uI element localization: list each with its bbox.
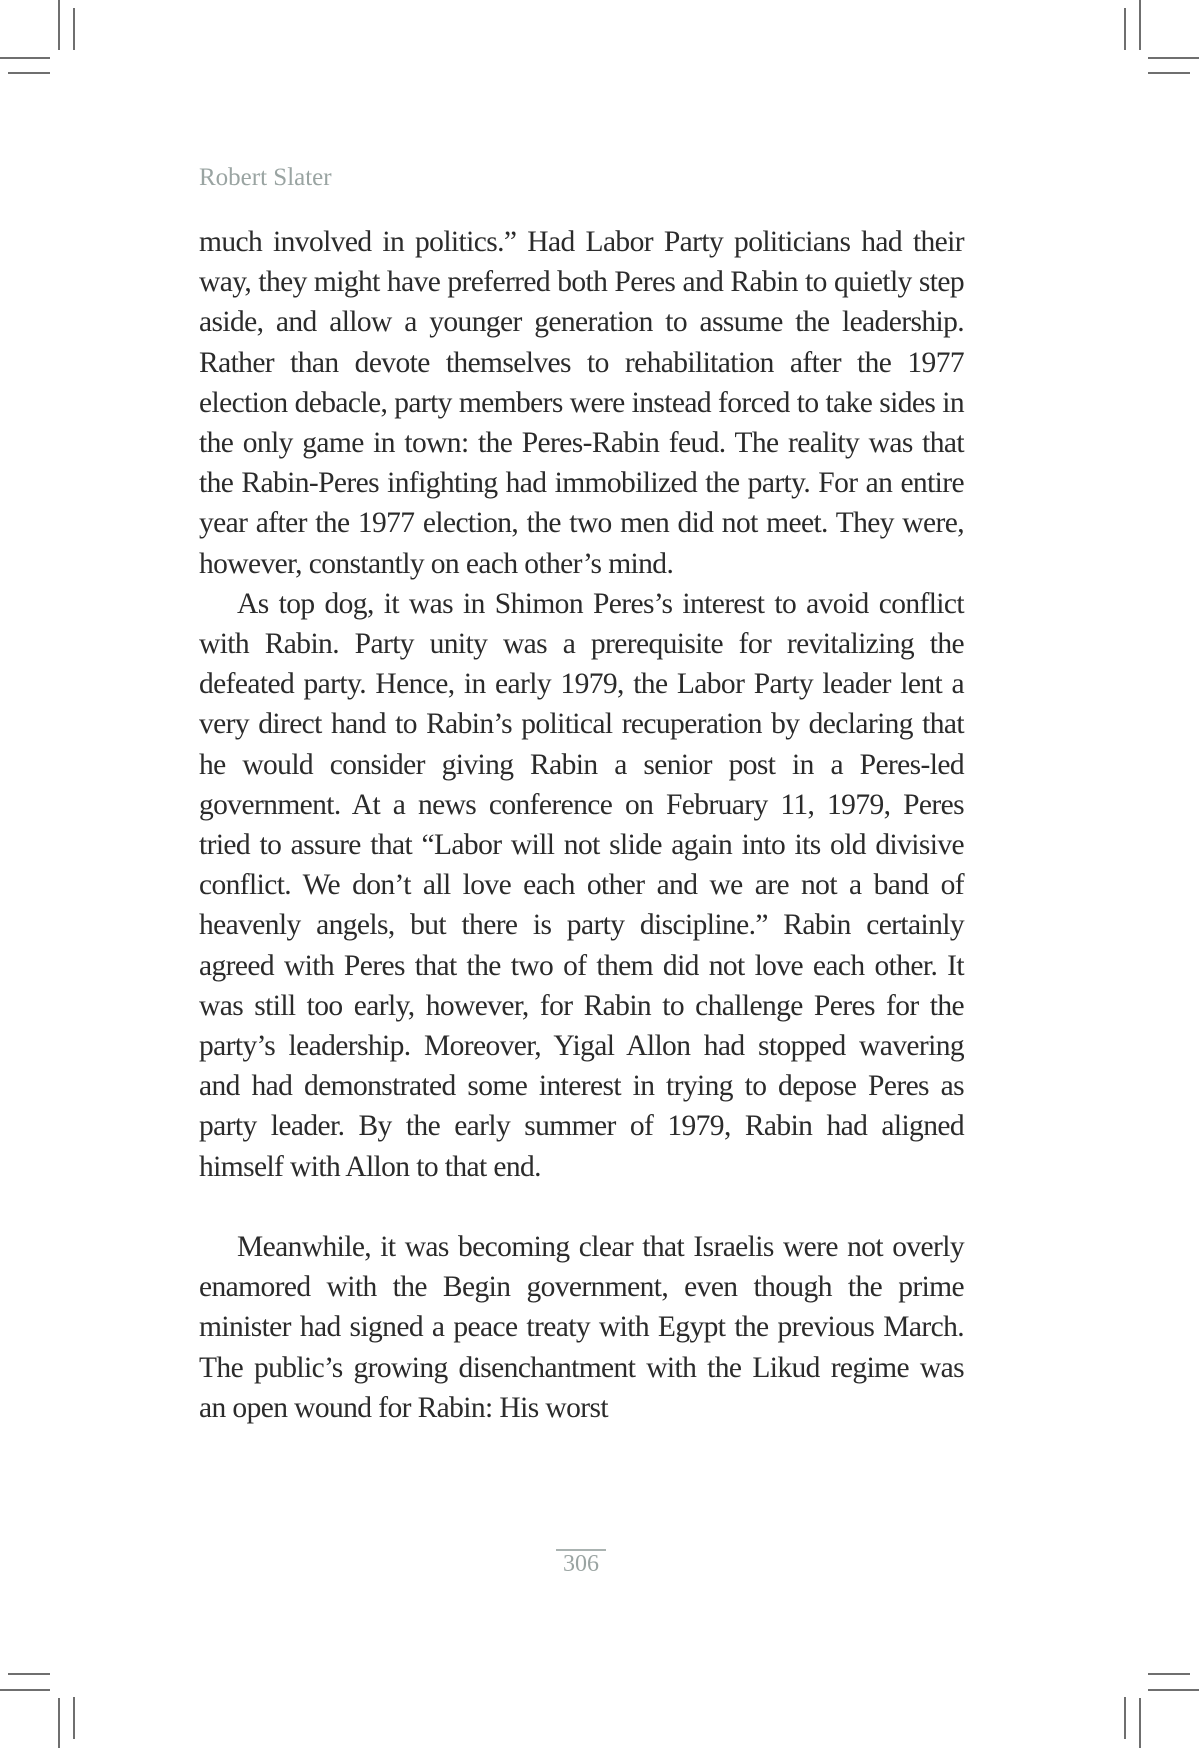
crop-mark-top-right-h2 — [1148, 72, 1190, 74]
paragraph: As top dog, it was in Shimon Peres’s interest to avoid conflict with Rabin. Party unity was a prerequisite for revitalizing the defeated party. Hence, in early 1979, the Labor Party leader lent a very direct hand to Rabin’s political recuperation by declaring that he would consider giving Rabin a senior post in a Peres-led government. At a news conference on February 11, 1979, Peres tried to assure that “Labor will not slide again into its old divisive conflict. We don’t all love each other and we are not a band of heavenly angels, but there is party discipline.” Rabin certainly agreed with Peres that the two of them did not love each other. It was still too early, however, for Rabin to challenge Peres for the party’s leadership. Moreover, Yigal Allon had stopped wavering and had demonstrated some interest in trying to depose Peres as party leader. By the early summer of 1979, Rabin had aligned himself with Allon to that end. — [199, 587, 964, 1183]
crop-mark-bottom-right-h2 — [1148, 1689, 1199, 1691]
crop-mark-top-left-h1 — [0, 57, 50, 59]
crop-mark-top-left-h2 — [8, 72, 50, 74]
crop-mark-bottom-left-v2 — [73, 1697, 75, 1739]
crop-mark-bottom-right-v1 — [1124, 1697, 1126, 1739]
crop-mark-bottom-left-v1 — [58, 1698, 60, 1748]
paragraph: Meanwhile, it was becoming clear that Israelis were not overly enamored with the Begin government, even though the prime minister had signed a peace treaty with Egypt the previous March. The public’s growing disenchantment with the Likud regime was an open wound for Rabin: His worst — [199, 1231, 964, 1424]
crop-mark-top-left-v2 — [73, 8, 75, 50]
paragraph: much involved in politics.” Had Labor Party politicians had their way, they might have preferred both Peres and Rabin to quietly step aside, and allow a younger generation to assume the leadership. Rather than devote themselves to rehabilitation after the 1977 election debacle, party members were instead forced to take sides in the only game in town: the Peres-Rabin feud. The reality was that the Rabin-Peres infighting had immobilized the party. For an entire year after the 1977 election, the two men did not meet. They were, however, constantly on each other’s mind. — [199, 226, 964, 580]
crop-mark-bottom-left-h2 — [0, 1689, 50, 1691]
running-head-author: Robert Slater — [199, 164, 332, 191]
body-text — [199, 222, 964, 1428]
crop-mark-top-right-v2 — [1124, 8, 1126, 50]
crop-mark-top-right-v1 — [1139, 0, 1141, 50]
crop-mark-bottom-right-h1 — [1148, 1673, 1190, 1675]
crop-mark-top-right-h1 — [1148, 57, 1199, 59]
page-number: 306 — [556, 1549, 606, 1576]
crop-mark-bottom-right-v2 — [1139, 1698, 1141, 1748]
crop-mark-top-left-v1 — [58, 0, 60, 50]
crop-mark-bottom-left-h1 — [8, 1673, 50, 1675]
